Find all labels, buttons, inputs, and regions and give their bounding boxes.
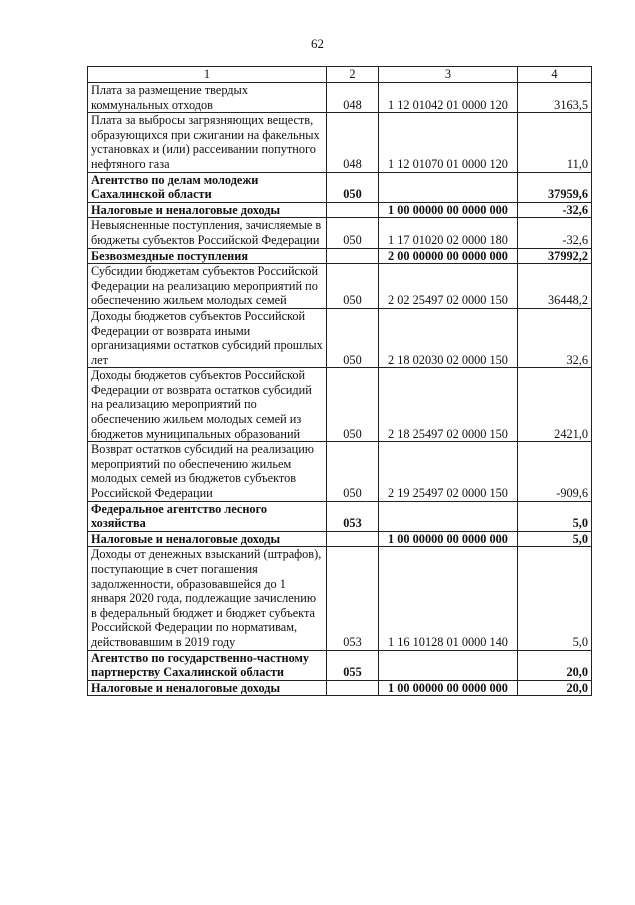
row-name-cell: Субсидии бюджетам субъектов Российской Федерации на реализацию мероприятий по обеспечению жильем молодых семей bbox=[88, 264, 327, 309]
table-row bbox=[88, 264, 592, 309]
column-header-name: 1 bbox=[88, 67, 327, 83]
row-amount-cell: -32,6 bbox=[518, 202, 592, 218]
row-kbk-cell bbox=[379, 172, 518, 202]
table-row bbox=[88, 442, 592, 501]
row-code-cell: 050 bbox=[327, 172, 379, 202]
row-name-cell: Возврат остатков субсидий на реализацию мероприятий по обеспечению жильем молодых семей из бюджетов субъектов Российской Федерации bbox=[88, 442, 327, 501]
table-row bbox=[88, 113, 592, 172]
row-amount-cell: 5,0 bbox=[518, 531, 592, 547]
row-name-cell: Доходы бюджетов субъектов Российской Федерации от возврата остатков субсидий на реализацию мероприятий по обеспечению жильем молодых семей из бюджетов муниципальных образований bbox=[88, 368, 327, 442]
row-kbk-cell: 1 17 01020 02 0000 180 bbox=[379, 218, 518, 248]
row-name-cell: Плата за выбросы загрязняющих веществ, образующихся при сжигании на факельных установках и (или) рассеивании попутного нефтяного газа bbox=[88, 113, 327, 172]
row-name-cell: Налоговые и неналоговые доходы bbox=[88, 202, 327, 218]
table-row bbox=[88, 218, 592, 248]
row-code-cell: 050 bbox=[327, 442, 379, 501]
row-amount-cell: 11,0 bbox=[518, 113, 592, 172]
row-code-cell: 050 bbox=[327, 264, 379, 309]
row-amount-cell: 5,0 bbox=[518, 501, 592, 531]
table-row bbox=[88, 547, 592, 650]
row-name-cell: Доходы от денежных взысканий (штрафов), поступающие в счет погашения задолженности, образовавшейся до 1 января 2020 года, подлежащие зачислению в федеральный бюджет и бюджет субъекта Российской Федерации по нормативам, действовавшим в 2019 году bbox=[88, 547, 327, 650]
row-name-cell: Федеральное агентство лесного хозяйства bbox=[88, 501, 327, 531]
table-row bbox=[88, 308, 592, 367]
row-code-cell bbox=[327, 248, 379, 264]
row-kbk-cell: 1 16 10128 01 0000 140 bbox=[379, 547, 518, 650]
row-kbk-cell: 2 18 25497 02 0000 150 bbox=[379, 368, 518, 442]
column-header-code: 2 bbox=[327, 67, 379, 83]
row-amount-cell: 20,0 bbox=[518, 650, 592, 680]
page-number: 62 bbox=[311, 36, 324, 51]
row-name-cell: Доходы бюджетов субъектов Российской Федерации от возврата иными организациями остатков субсидий прошлых лет bbox=[88, 308, 327, 367]
row-amount-cell: 3163,5 bbox=[518, 83, 592, 113]
row-name-cell: Безвозмездные поступления bbox=[88, 248, 327, 264]
row-code-cell bbox=[327, 680, 379, 696]
row-name-cell: Невыясненные поступления, зачисляемые в бюджеты субъектов Российской Федерации bbox=[88, 218, 327, 248]
row-name-cell: Плата за размещение твердых коммунальных отходов bbox=[88, 83, 327, 113]
table-row bbox=[88, 531, 592, 547]
table-row bbox=[88, 172, 592, 202]
revenue-table bbox=[87, 66, 592, 696]
row-code-cell bbox=[327, 202, 379, 218]
row-kbk-cell: 1 12 01042 01 0000 120 bbox=[379, 83, 518, 113]
row-code-cell: 053 bbox=[327, 501, 379, 531]
row-amount-cell: 5,0 bbox=[518, 547, 592, 650]
row-amount-cell: 37959,6 bbox=[518, 172, 592, 202]
table-header-row bbox=[88, 67, 592, 83]
row-kbk-cell bbox=[379, 501, 518, 531]
row-kbk-cell: 2 18 02030 02 0000 150 bbox=[379, 308, 518, 367]
row-code-cell: 050 bbox=[327, 368, 379, 442]
row-code-cell: 048 bbox=[327, 113, 379, 172]
table-row bbox=[88, 368, 592, 442]
row-kbk-cell: 1 12 01070 01 0000 120 bbox=[379, 113, 518, 172]
table-row bbox=[88, 248, 592, 264]
row-amount-cell: 2421,0 bbox=[518, 368, 592, 442]
row-code-cell: 050 bbox=[327, 218, 379, 248]
row-kbk-cell: 1 00 00000 00 0000 000 bbox=[379, 202, 518, 218]
row-amount-cell: -909,6 bbox=[518, 442, 592, 501]
row-amount-cell: 36448,2 bbox=[518, 264, 592, 309]
row-code-cell: 050 bbox=[327, 308, 379, 367]
row-name-cell: Налоговые и неналоговые доходы bbox=[88, 531, 327, 547]
row-name-cell: Агентство по государственно-частному партнерству Сахалинской области bbox=[88, 650, 327, 680]
table-row bbox=[88, 83, 592, 113]
row-kbk-cell bbox=[379, 650, 518, 680]
row-kbk-cell: 1 00 00000 00 0000 000 bbox=[379, 531, 518, 547]
row-amount-cell: -32,6 bbox=[518, 218, 592, 248]
row-name-cell: Агентство по делам молодежи Сахалинской области bbox=[88, 172, 327, 202]
table-row bbox=[88, 650, 592, 680]
row-amount-cell: 20,0 bbox=[518, 680, 592, 696]
column-header-amount: 4 bbox=[518, 67, 592, 83]
table-row bbox=[88, 202, 592, 218]
table-row bbox=[88, 501, 592, 531]
row-kbk-cell: 2 00 00000 00 0000 000 bbox=[379, 248, 518, 264]
column-header-kbk: 3 bbox=[379, 67, 518, 83]
row-amount-cell: 37992,2 bbox=[518, 248, 592, 264]
row-amount-cell: 32,6 bbox=[518, 308, 592, 367]
row-kbk-cell: 2 19 25497 02 0000 150 bbox=[379, 442, 518, 501]
row-code-cell bbox=[327, 531, 379, 547]
row-code-cell: 055 bbox=[327, 650, 379, 680]
row-name-cell: Налоговые и неналоговые доходы bbox=[88, 680, 327, 696]
row-code-cell: 048 bbox=[327, 83, 379, 113]
row-kbk-cell: 2 02 25497 02 0000 150 bbox=[379, 264, 518, 309]
table-row bbox=[88, 680, 592, 696]
row-kbk-cell: 1 00 00000 00 0000 000 bbox=[379, 680, 518, 696]
table-body bbox=[88, 83, 592, 696]
row-code-cell: 053 bbox=[327, 547, 379, 650]
